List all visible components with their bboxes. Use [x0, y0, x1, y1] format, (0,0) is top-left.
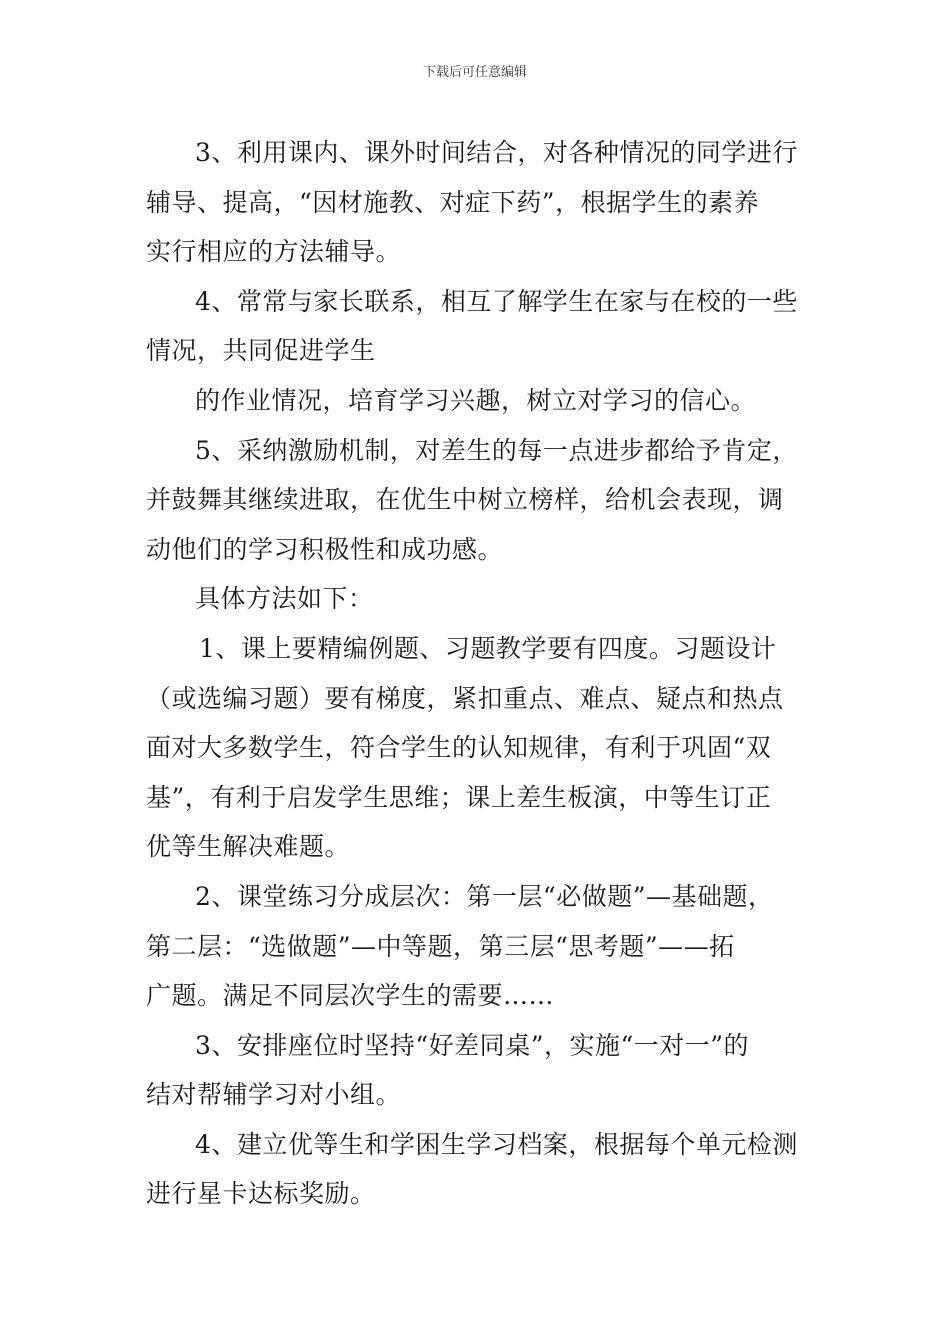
paragraph-line: 第二层：“选做题”—中等题，第三层“思考题”——拓: [146, 931, 735, 961]
paragraph-line: 优等生解决难题。: [146, 832, 351, 862]
paragraph-line: 4、常常与家长联系，相互了解学生在家与在校的一些: [195, 286, 798, 316]
paragraph-line: 2、课堂练习分成层次：第一层“必做题”—基础题，: [195, 881, 774, 911]
page-header: 下载后可任意编辑: [422, 65, 527, 80]
paragraph-line: 实行相应的方法辅导。: [146, 237, 402, 267]
paragraph-line: 并鼓舞其继续进取，在优生中树立榜样，给机会表现，调: [146, 485, 784, 515]
paragraph-line: 具体方法如下：: [195, 584, 374, 614]
paragraph-line: 4、建立优等生和学困生学习档案，根据每个单元检测: [195, 1129, 798, 1159]
paragraph-line: 结对帮辅学习对小组。: [146, 1080, 402, 1110]
paragraph-line: 3、利用课内、课外时间结合，对各种情况的同学进行: [195, 138, 798, 167]
paragraph-line: 广题。满足不同层次学生的需要……: [146, 981, 555, 1011]
paragraph-line: 5、采纳激励机制，对差生的每一点进步都给予肯定，: [195, 435, 798, 465]
paragraph-line: 进行星卡达标奖励。: [146, 1179, 376, 1209]
document-body: [146, 128, 808, 1219]
paragraph-line: 1、课上要精编例题、习题教学要有四度。习题设计: [199, 633, 777, 663]
paragraph-line: 的作业情况，培育学习兴趣，树立对学习的信心。: [195, 385, 757, 415]
paragraph-line: 情况，共同促进学生: [146, 336, 376, 366]
paragraph-line: 动他们的学习积极性和成功感。: [146, 534, 504, 564]
paragraph-line: 辅导、提高，“因材施教、对症下药”，根据学生的素养: [146, 187, 760, 217]
paragraph-line: 3、安排座位时坚持“好差同桌”，实施“一对一”的: [195, 1030, 750, 1060]
paragraph-line: 面对大多数学生，符合学生的认知规律，有利于巩固“双: [146, 733, 772, 763]
paragraph-line: （或选编习题）要有梯度，紧扣重点、难点、疑点和热点: [146, 683, 784, 713]
paragraph-line: 基”，有利于启发学生思维；课上差生板演，中等生订正: [146, 782, 772, 812]
